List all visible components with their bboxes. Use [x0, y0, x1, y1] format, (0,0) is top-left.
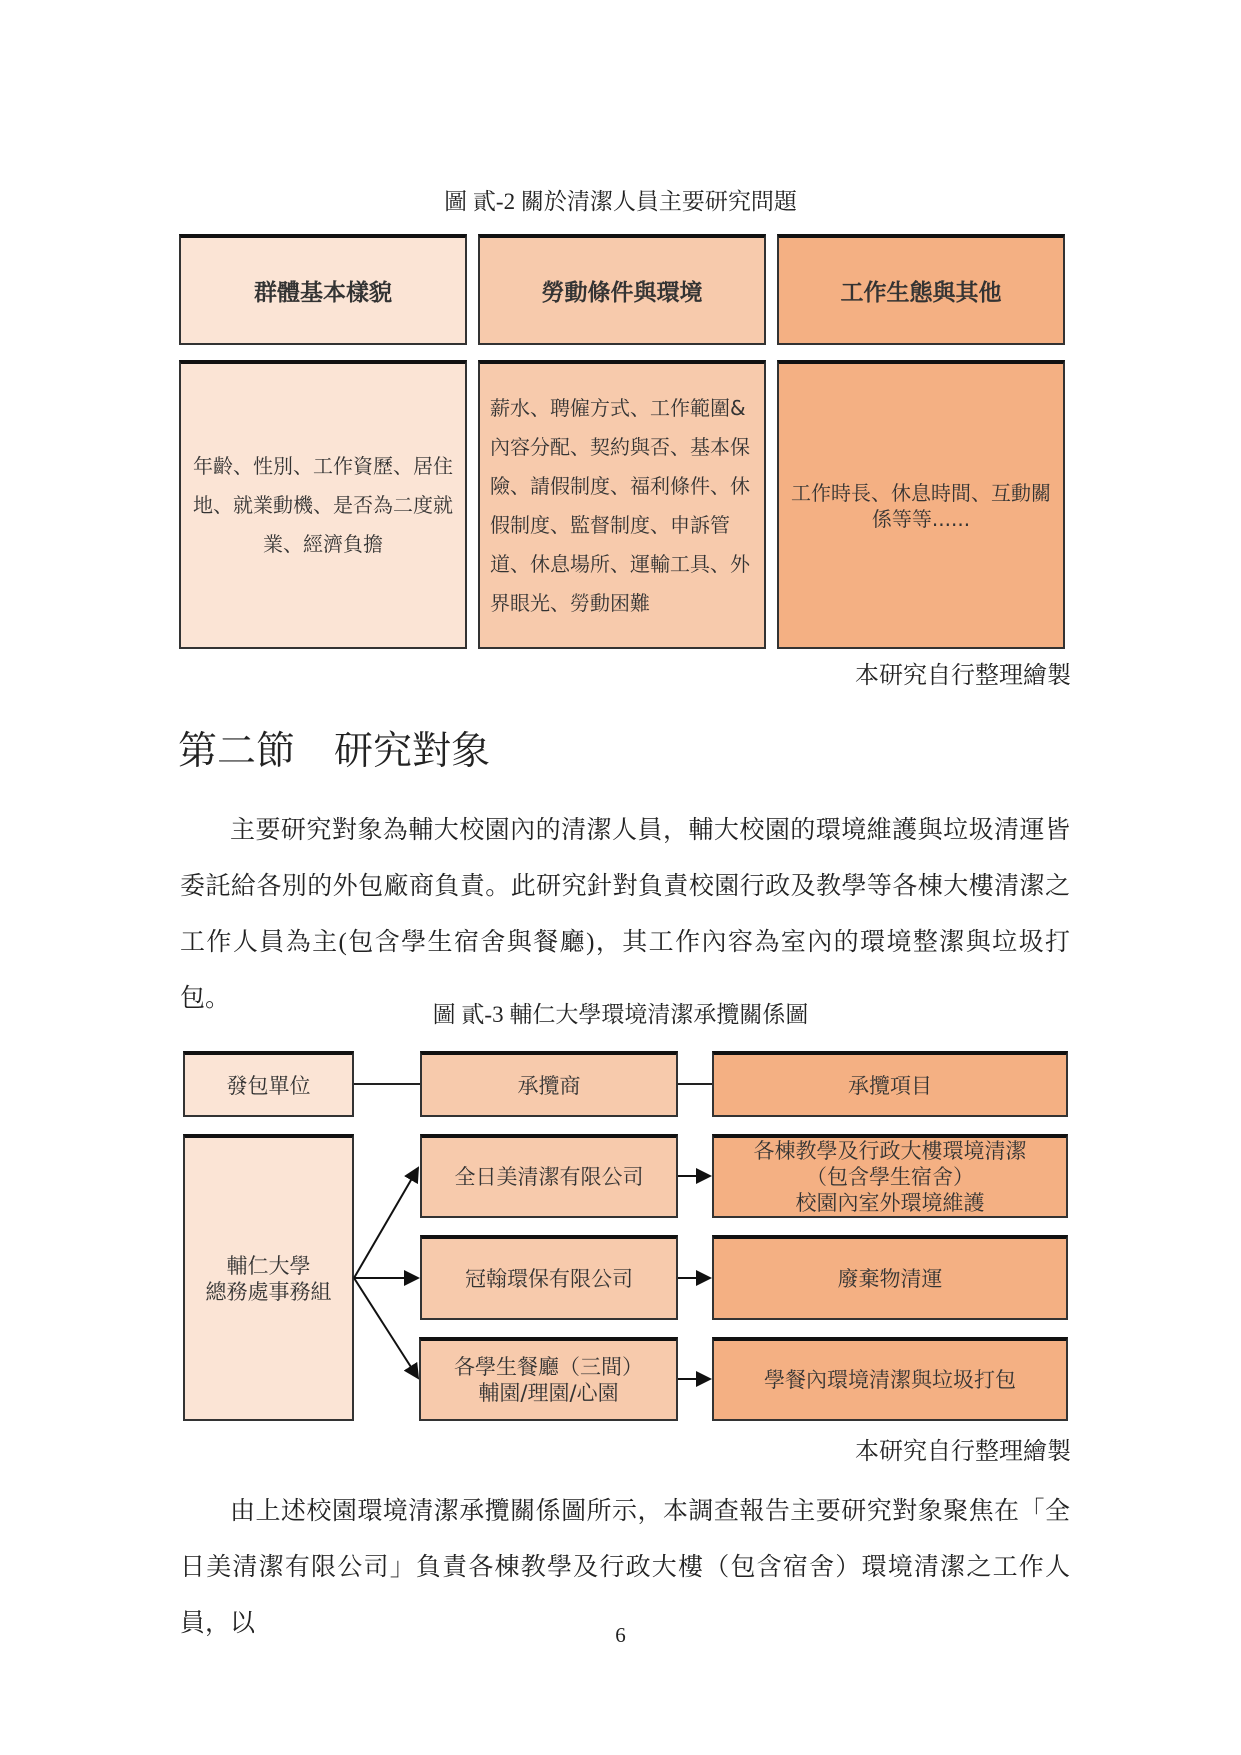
section-paragraph: 主要研究對象為輔大校園內的清潔人員，輔大校園的環境維護與垃圾清運皆委託給各別的外包廠商負責。此研究針對負責校園行政及教學等各棟大樓清潔之工作人員為主(包含學生宿舍與餐廳)，其工作內容為室內的環境整潔與垃圾打包。 — [180, 817, 1070, 1012]
contractor-name: 全日美清潔有限公司 — [454, 1165, 644, 1189]
contractor-name: 冠翰環保有限公司 — [465, 1266, 633, 1291]
fig2-header-2: 勞動條件與環境 — [478, 234, 766, 345]
page-number: 6 — [615, 1623, 626, 1647]
fig3-header-items: 承攬項目 — [712, 1051, 1068, 1117]
client-line: 總務處事務組 — [205, 1279, 332, 1304]
arrow-to-contractor-1 — [354, 1168, 418, 1278]
item-line: 廢棄物清運 — [837, 1266, 943, 1291]
paragraph-2: 由上述校園環境清潔承攬關係圖所示，本調查報告主要研究對象聚焦在「全日美清潔有限公司」負責各棟教學及行政大樓（包含宿舍）環境清潔之工作人員，以 — [180, 1498, 1070, 1637]
figure-3-source: 本研究自行整理繪製 — [855, 1439, 1071, 1465]
fig2-content-1: 年齡、性別、工作資歷、居住地、就業動機、是否為二度就業、經濟負擔 — [179, 360, 467, 649]
fig3-header-contractor: 承攬商 — [420, 1051, 678, 1117]
contractor-name: 各學生餐廳（三間） — [454, 1355, 643, 1379]
client-line: 輔仁大學 — [226, 1253, 311, 1278]
figure-3-caption: 圖 貳-3 輔仁大學環境清潔承攬關係圖 — [432, 1002, 809, 1027]
fig2-header-3: 工作生態與其他 — [777, 234, 1065, 345]
figure-2-caption: 圖 貳-2 關於清潔人員主要研究問題 — [444, 189, 797, 214]
item-line: 各棟教學及行政大樓環境清潔 — [753, 1139, 1027, 1163]
item-line: 校園內室外環境維護 — [795, 1191, 985, 1215]
item-line: （包含學生宿舍） — [806, 1165, 974, 1189]
fig3-header-client: 發包單位 — [183, 1051, 354, 1117]
arrow-to-contractor-3 — [354, 1278, 418, 1378]
contractor-name: 輔園/理園/心園 — [478, 1381, 619, 1405]
fig2-content-3: 工作時長、休息時間、互動關係等等...... — [777, 360, 1065, 649]
fig2-content-2: 薪水、聘僱方式、工作範圍&內容分配、契約與否、基本保險、請假制度、福利條件、休假制度、監督制度、申訴管道、休息場所、運輸工具、外界眼光、勞動困難 — [478, 360, 766, 649]
figure-2-source: 本研究自行整理繪製 — [855, 663, 1071, 689]
fig2-header-1: 群體基本樣貌 — [179, 234, 467, 345]
section-heading: 第二節 研究對象 — [178, 730, 491, 773]
item-line: 學餐內環境清潔與垃圾打包 — [764, 1368, 1016, 1392]
